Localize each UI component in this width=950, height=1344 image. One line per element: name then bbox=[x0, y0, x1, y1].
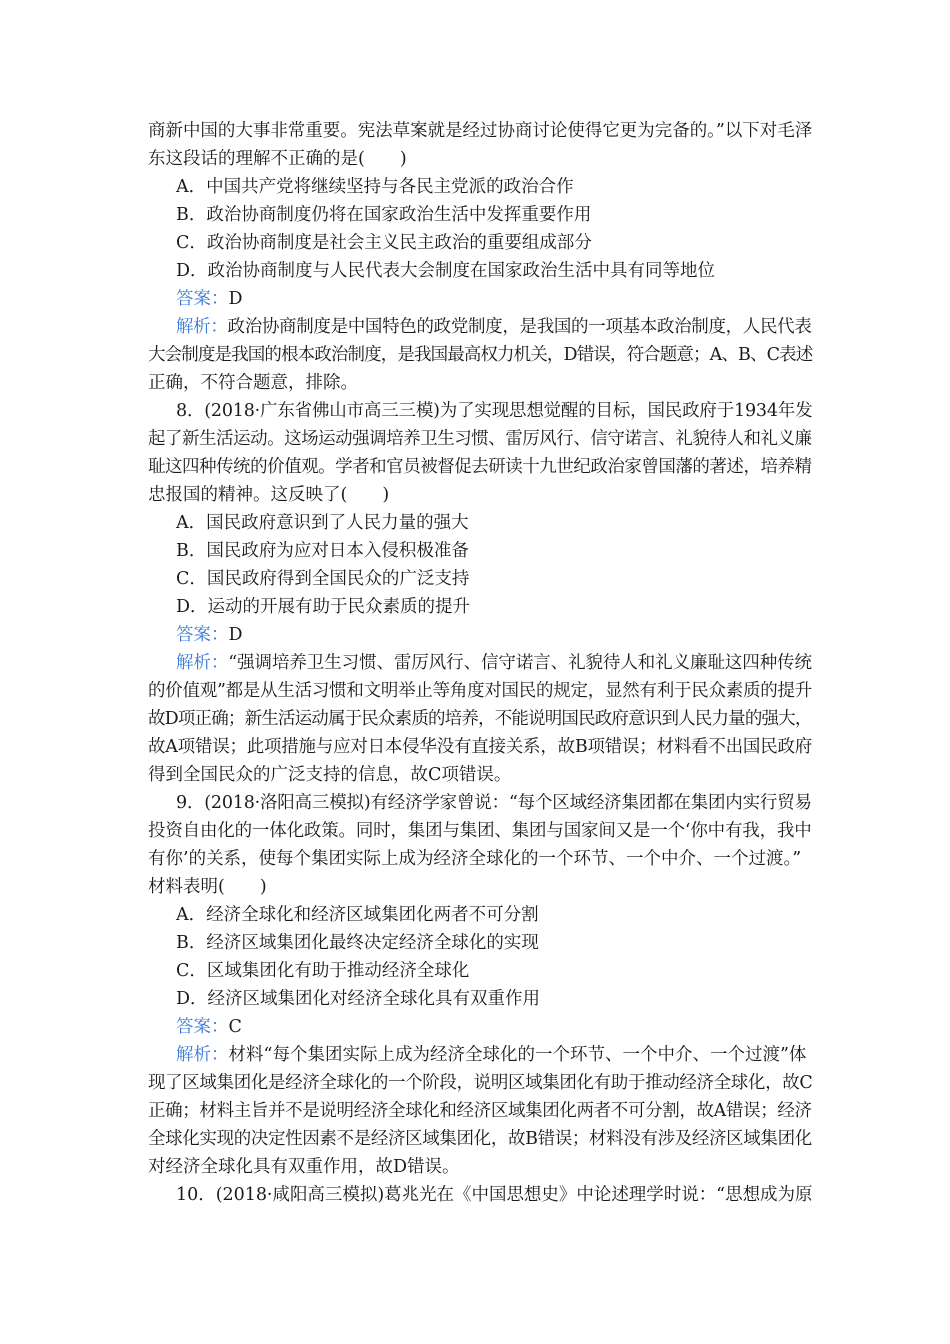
q7-stem-line-2: 东这段话的理解不正确的是( ) bbox=[148, 149, 407, 169]
analysis-text: 政治协商制度是中国特色的政党制度，是我国的一项基本政治制度，人民代表 bbox=[227, 317, 812, 337]
q9-analysis-line-5: 对经济全球化具有双重作用，故D错误。 bbox=[148, 1157, 460, 1177]
q8-answer bbox=[176, 621, 243, 649]
q8-analysis-line-1 bbox=[176, 649, 812, 677]
q8-stem-line-3: 耻这四种传统的价值观。学者和官员被督促去研读十九世纪政治家曾国藩的著述，培养精 bbox=[148, 457, 812, 477]
q8-analysis-line-4: 故A项错误；此项措施与应对日本侵华没有直接关系，故B项错误；材料看不出国民政府 bbox=[148, 737, 812, 757]
q8-analysis-line-5: 得到全国民众的广泛支持的信息，故C项错误。 bbox=[148, 765, 512, 785]
q7-analysis-line-2: 大会制度是我国的根本政治制度，是我国最高权力机关，D错误，符合题意；A、B、C表述 bbox=[148, 345, 813, 365]
q7-answer bbox=[176, 285, 243, 313]
q9-option-c: C．区域集团化有助于推动经济全球化 bbox=[176, 961, 470, 981]
q8-stem-line-4: 忠报国的精神。这反映了( ) bbox=[148, 485, 390, 505]
q9-stem-line-2: 投资自由化的一体化政策。同时，集团与集团、集团与国家间又是一个‘你中有我，我中 bbox=[148, 821, 812, 841]
analysis-label: 解析： bbox=[176, 653, 229, 673]
q8-analysis-line-3: 故D项正确；新生活运动属于民众素质的培养，不能说明国民政府意识到人民力量的强大， bbox=[148, 709, 812, 729]
q9-option-a: A．经济全球化和经济区域集团化两者不可分割 bbox=[176, 905, 539, 925]
answer-label: 答案： bbox=[176, 625, 229, 645]
q9-analysis-line-3: 正确；材料主旨并不是说明经济全球化和经济区域集团化两者不可分割，故A错误；经济 bbox=[148, 1101, 812, 1121]
q8-stem-line-2: 起了新生活运动。这场运动强调培养卫生习惯、雷厉风行、信守诺言、礼貌待人和礼义廉 bbox=[148, 429, 812, 449]
answer-label: 答案： bbox=[176, 1017, 229, 1037]
q7-option-d: D．政治协商制度与人民代表大会制度在国家政治生活中具有同等地位 bbox=[176, 261, 716, 281]
analysis-text: 材料“每个集团实际上成为经济全球化的一个环节、一个中介、一个过渡”体 bbox=[228, 1045, 807, 1065]
q7-analysis-line-1 bbox=[176, 313, 812, 341]
q9-answer bbox=[176, 1013, 242, 1041]
q9-stem-line-1: 9．(2018·洛阳高三模拟)有经济学家曾说：“每个区域经济集团都在集团内实行贸易 bbox=[176, 793, 812, 813]
q8-analysis-line-2: 的价值观”都是从生活习惯和文明举止等角度对国民的规定，显然有利于民众素质的提升 bbox=[148, 681, 812, 701]
answer-label: 答案： bbox=[176, 289, 229, 309]
q8-stem-line-1: 8．(2018·广东省佛山市高三三模)为了实现思想觉醒的目标，国民政府于1934年发 bbox=[176, 401, 813, 421]
q8-option-a: A．国民政府意识到了人民力量的强大 bbox=[176, 513, 469, 533]
analysis-label: 解析： bbox=[176, 317, 228, 337]
q9-stem-line-3: 有你’的关系，使每个集团实际上成为经济全球化的一个环节、一个中介、一个过渡。” bbox=[148, 849, 802, 869]
analysis-text: “强调培养卫生习惯、雷厉风行、信守诺言、礼貌待人和礼义廉耻这四种传统 bbox=[228, 653, 812, 673]
q7-analysis-line-3: 正确，不符合题意，排除。 bbox=[148, 373, 358, 393]
answer-value: D bbox=[228, 289, 243, 309]
analysis-label: 解析： bbox=[176, 1045, 229, 1065]
q10-stem-line-1: 10．(2018·咸阳高三模拟)葛兆光在《中国思想史》中论述理学时说：“思想成为原 bbox=[176, 1185, 813, 1205]
answer-value: C bbox=[228, 1017, 242, 1037]
q9-analysis-line-2: 现了区域集团化是经济全球化的一个阶段，说明区域集团化有助于推动经济全球化，故C bbox=[148, 1073, 813, 1093]
q9-analysis-line-4: 全球化实现的决定性因素不是经济区域集团化，故B错误；材料没有涉及经济区域集团化 bbox=[148, 1129, 812, 1149]
q8-option-b: B．国民政府为应对日本入侵积极准备 bbox=[176, 541, 469, 561]
q8-option-c: C．国民政府得到全国民众的广泛支持 bbox=[176, 569, 470, 589]
q9-stem-line-4: 材料表明( ) bbox=[148, 877, 267, 897]
q7-option-a: A．中国共产党将继续坚持与各民主党派的政治合作 bbox=[176, 177, 574, 197]
q7-option-b: B．政治协商制度仍将在国家政治生活中发挥重要作用 bbox=[176, 205, 592, 225]
answer-value: D bbox=[228, 625, 243, 645]
q8-option-d: D．运动的开展有助于民众素质的提升 bbox=[176, 597, 471, 617]
q7-option-c: C．政治协商制度是社会主义民主政治的重要组成部分 bbox=[176, 233, 592, 253]
q9-option-d: D．经济区域集团化对经济全球化具有双重作用 bbox=[176, 989, 541, 1009]
q9-option-b: B．经济区域集团化最终决定经济全球化的实现 bbox=[176, 933, 539, 953]
q9-analysis-line-1 bbox=[176, 1041, 806, 1069]
q7-stem-line-1: 商新中国的大事非常重要。宪法草案就是经过协商讨论使得它更为完备的。”以下对毛泽 bbox=[148, 121, 813, 141]
